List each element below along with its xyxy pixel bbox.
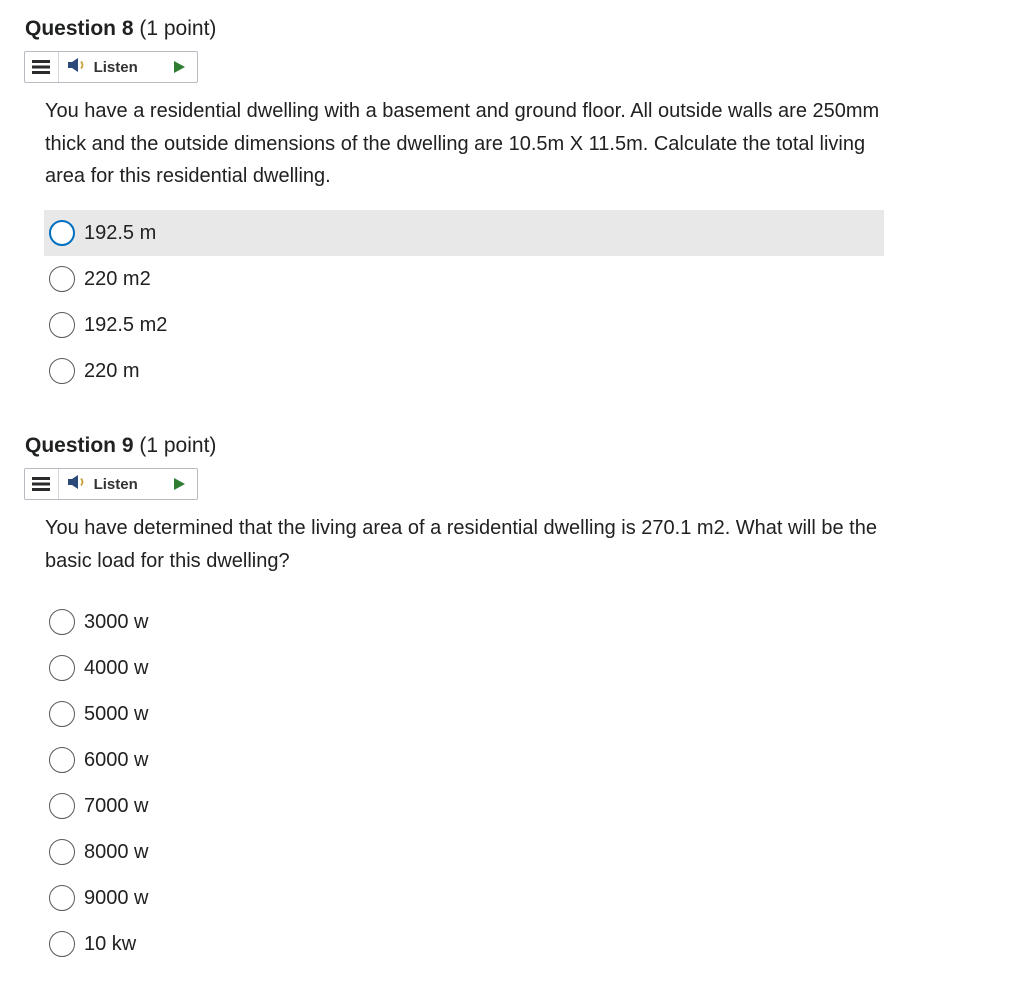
- radio-button[interactable]: [49, 220, 75, 246]
- listen-button[interactable]: [59, 469, 162, 499]
- listen-button[interactable]: [59, 52, 162, 82]
- radio-button[interactable]: [49, 266, 75, 292]
- answer-options: [44, 599, 884, 967]
- option-label: 3000 w: [84, 610, 149, 633]
- question-points: (1 point): [139, 434, 217, 457]
- answer-option[interactable]: [44, 645, 884, 691]
- radio-button[interactable]: [49, 839, 75, 865]
- play-icon[interactable]: [161, 52, 197, 82]
- option-label: 8000 w: [84, 840, 149, 863]
- question-points: (1 point): [139, 17, 217, 40]
- menu-icon[interactable]: [25, 469, 59, 499]
- radio-button[interactable]: [49, 609, 75, 635]
- radio-button[interactable]: [49, 655, 75, 681]
- radio-button[interactable]: [49, 701, 75, 727]
- option-label: 7000 w: [84, 794, 149, 817]
- listen-label: Listen: [93, 475, 138, 493]
- play-icon[interactable]: [161, 469, 197, 499]
- readspeaker-toolbar: [24, 51, 198, 83]
- speaker-icon: [67, 474, 89, 495]
- option-label: 220 m: [84, 359, 140, 382]
- answer-option[interactable]: [44, 875, 884, 921]
- answer-option[interactable]: [44, 302, 884, 348]
- answer-option[interactable]: [44, 783, 884, 829]
- option-label: 9000 w: [84, 886, 149, 909]
- radio-button[interactable]: [49, 931, 75, 957]
- question-text: You have a residential dwelling with a basement and ground floor. All outside walls are 250mm thick and the outside dimensions of the dwelling are 10.5m X 11.5m. Calculate the total living area for this residential dwelling.: [45, 100, 880, 187]
- answer-option[interactable]: [44, 210, 884, 256]
- menu-icon[interactable]: [25, 52, 59, 82]
- radio-button[interactable]: [49, 747, 75, 773]
- answer-option[interactable]: [44, 348, 884, 394]
- option-label: 192.5 m2: [84, 313, 168, 336]
- readspeaker-toolbar: [24, 468, 198, 500]
- option-label: 192.5 m: [84, 221, 157, 244]
- option-label: 5000 w: [84, 702, 149, 725]
- question-text: You have determined that the living area of a residential dwelling is 270.1 m2. What will be the basic load for this dwelling?: [45, 517, 877, 572]
- question-number: Question 8: [25, 17, 134, 40]
- listen-label: Listen: [93, 58, 138, 76]
- answer-option[interactable]: [44, 737, 884, 783]
- radio-button[interactable]: [49, 312, 75, 338]
- speaker-icon: [67, 57, 89, 78]
- radio-button[interactable]: [49, 793, 75, 819]
- question-title: [25, 15, 216, 43]
- option-label: 220 m2: [84, 267, 151, 290]
- answer-options: [44, 210, 884, 394]
- answer-option[interactable]: [44, 256, 884, 302]
- answer-option[interactable]: [44, 691, 884, 737]
- radio-button[interactable]: [49, 358, 75, 384]
- answer-option[interactable]: [44, 921, 884, 967]
- question-number: Question 9: [25, 434, 134, 457]
- answer-option[interactable]: [44, 599, 884, 645]
- question-title: [25, 432, 216, 460]
- option-label: 6000 w: [84, 748, 149, 771]
- answer-option[interactable]: [44, 829, 884, 875]
- option-label: 10 kw: [84, 932, 137, 955]
- radio-button[interactable]: [49, 885, 75, 911]
- option-label: 4000 w: [84, 656, 149, 679]
